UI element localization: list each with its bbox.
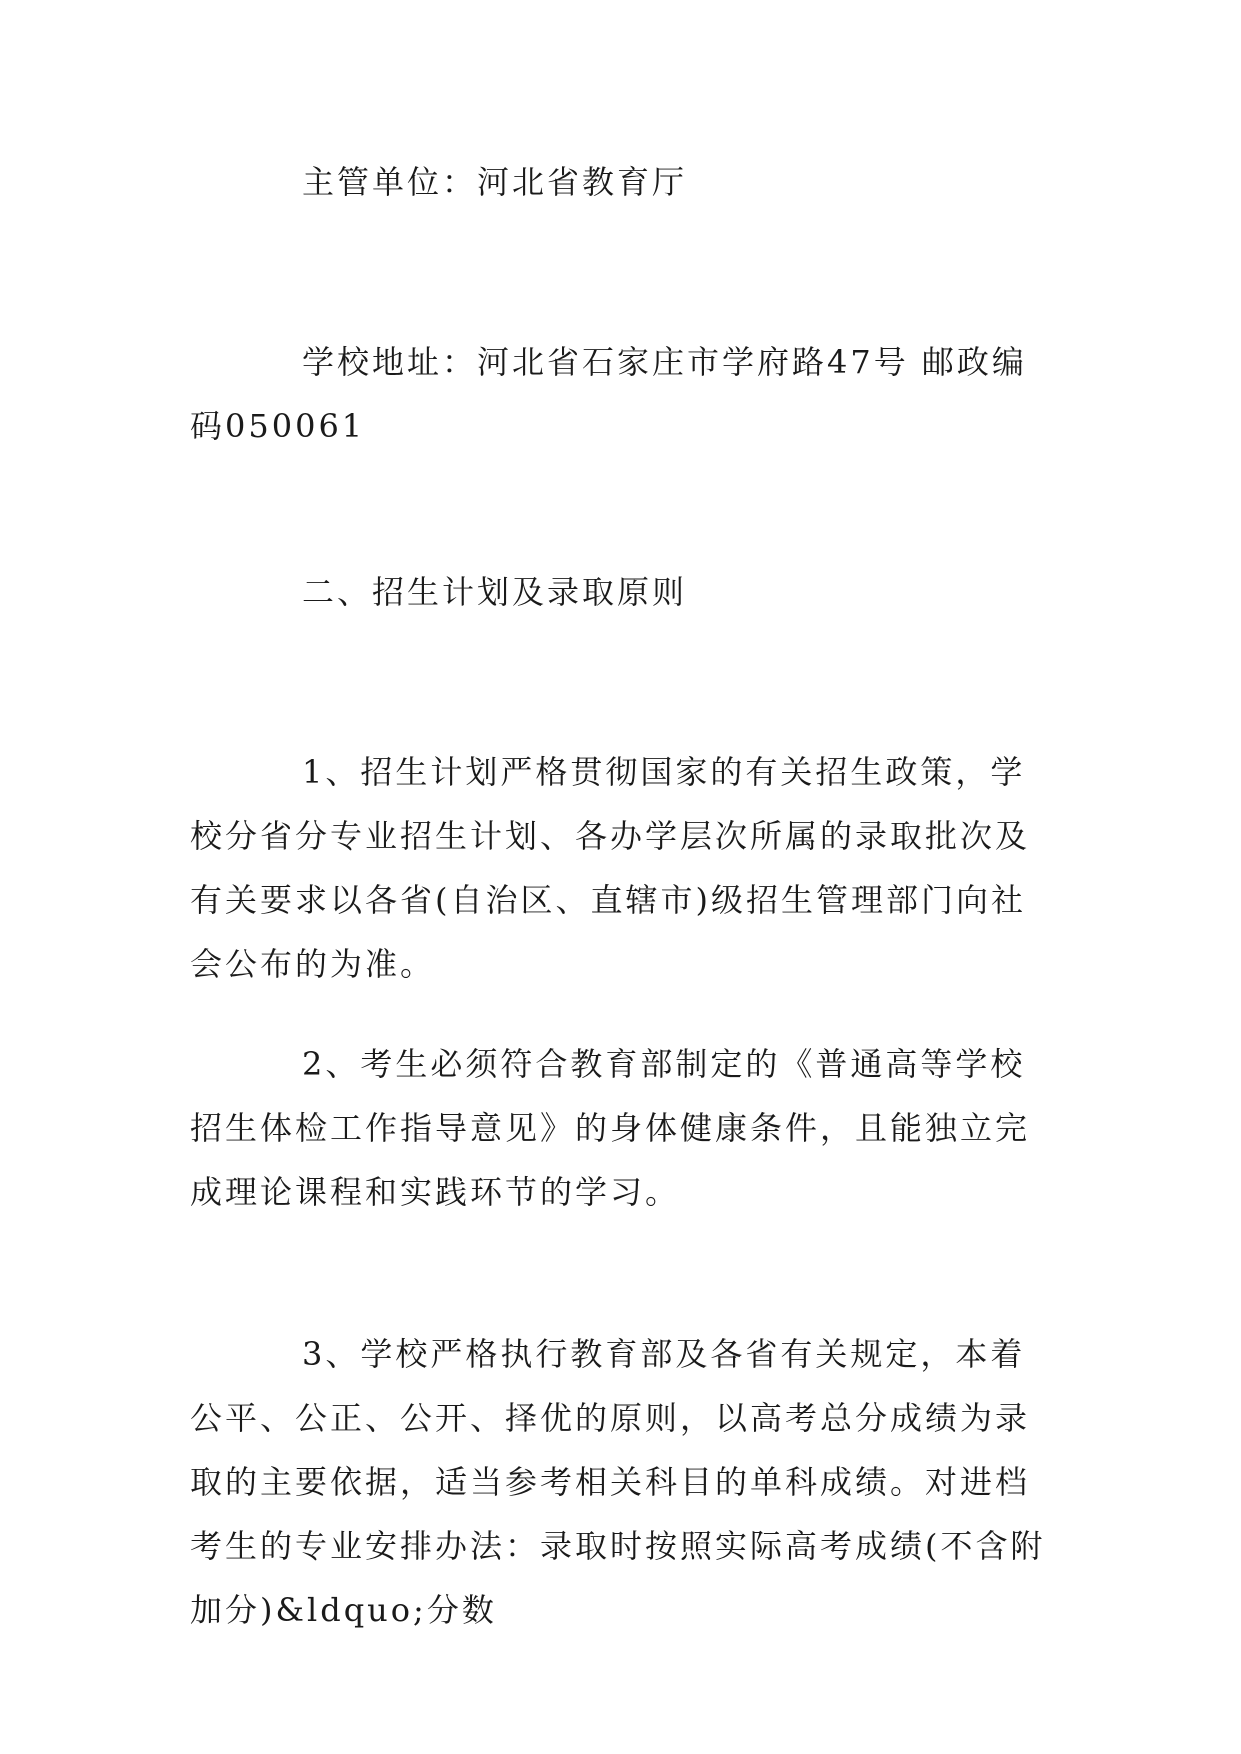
paragraph-text: 主管单位：河北省教育厅: [302, 163, 688, 201]
paragraph-text: 2、考生必须符合教育部制定的《普通高等学校招生体检工作指导意见》的身体健康条件，且能独立完成理论课程和实践环节的学习。: [190, 1045, 1031, 1211]
section-heading-admission-plan: [190, 560, 1060, 624]
paragraph-item-3: [190, 1322, 1060, 1642]
paragraph-item-1: [190, 740, 1060, 996]
paragraph-text: 学校地址：河北省石家庄市学府路47号 邮政编码050061: [190, 343, 1027, 445]
paragraph-item-2: [190, 1032, 1060, 1224]
paragraph-text: 3、学校严格执行教育部及各省有关规定，本着公平、公正、公开、择优的原则，以高考总分成绩为录取的主要依据，适当参考相关科目的单科成绩。对进档考生的专业安排办法：录取时按照实际高考成绩(不含附加分)&ldquo;分数: [190, 1335, 1046, 1629]
paragraph-supervising-unit: [190, 150, 1060, 214]
paragraph-text: 二、招生计划及录取原则: [302, 573, 688, 611]
paragraph-school-address: [190, 330, 1060, 458]
paragraph-text: 1、招生计划严格贯彻国家的有关招生政策，学校分省分专业招生计划、各办学层次所属的录取批次及有关要求以各省(自治区、直辖市)级招生管理部门向社会公布的为准。: [190, 753, 1031, 983]
